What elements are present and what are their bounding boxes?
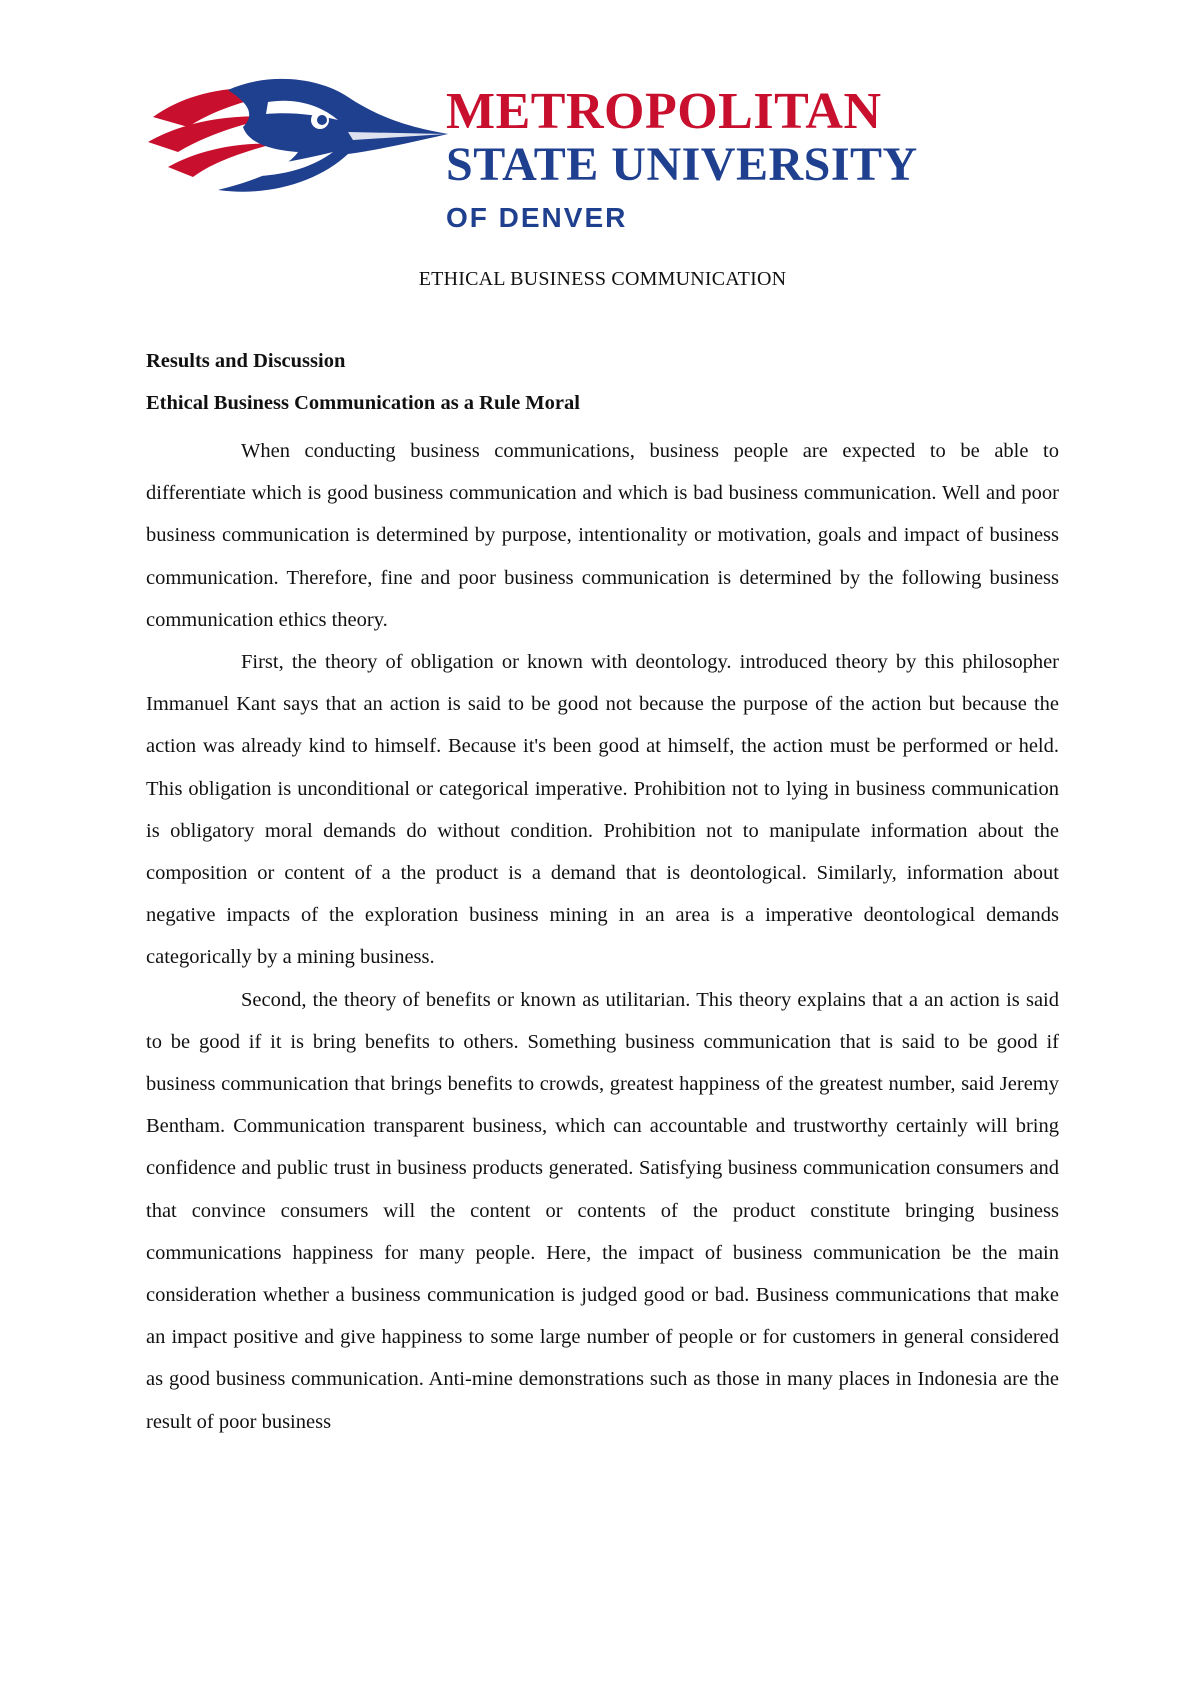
paragraph: Second, the theory of benefits or known as utilitarian. This theory explains that a an action is said to be good if it is bring benefits to others. Something business communication that is said to be good if business communication that brings benefits to crowds, greatest happiness of the greatest number, said Jeremy Bentham. Communication transparent business, which can accountable and trustworthy certainly will bring confidence and public trust in business products generated. Satisfying business communication consumers and that convince consumers will the content or contents of the product constitute bringing business communications happiness for many people. Here, the impact of business communication be the main consideration whether a business communication is judged good or bad. Business communications that make an impact positive and give happiness to some large number of people or for customers in general considered as good business communication. Anti-mine demonstrations such as those in many places in Indonesia are the result of poor business [146,988,1059,1433]
paragraph: First, the theory of obligation or known with deontology. introduced theory by this philosopher Immanuel Kant says that an action is said to be good not because the purpose of the action but because the action was already kind to himself. Because it's been good at himself, the action must be performed or held. This obligation is unconditional or categorical imperative. Prohibition not to lying in business communication is obligatory moral demands do without condition. Prohibition not to manipulate information about the composition or content of a the product is a demand that is deontological. Similarly, information about negative impacts of the exploration business mining in an area is a imperative deontological demands categorically by a mining business. [146,651,1059,969]
logo-line-metropolitan: METROPOLITAN [446,83,882,140]
paragraph: When conducting business communications, business people are expected to be able to differentiate which is good business communication and which is bad business communication. Well and poor business communication is determined by purpose, intentionality or motivation, goals and impact of business communication. Therefore, fine and poor business communication is determined by the following business communication ethics theory. [146,440,1059,631]
section-heading: Results and Discussion [146,350,346,372]
document-body [146,0,1059,1698]
logo-line-state-university: STATE UNIVERSITY [446,138,918,191]
logo-line-of-denver: OF DENVER [446,202,628,233]
document-title: ETHICAL BUSINESS COMMUNICATION [418,268,787,290]
subsection-heading: Ethical Business Communication as a Rule Moral [146,392,580,414]
paragraph-group [146,430,1059,1443]
